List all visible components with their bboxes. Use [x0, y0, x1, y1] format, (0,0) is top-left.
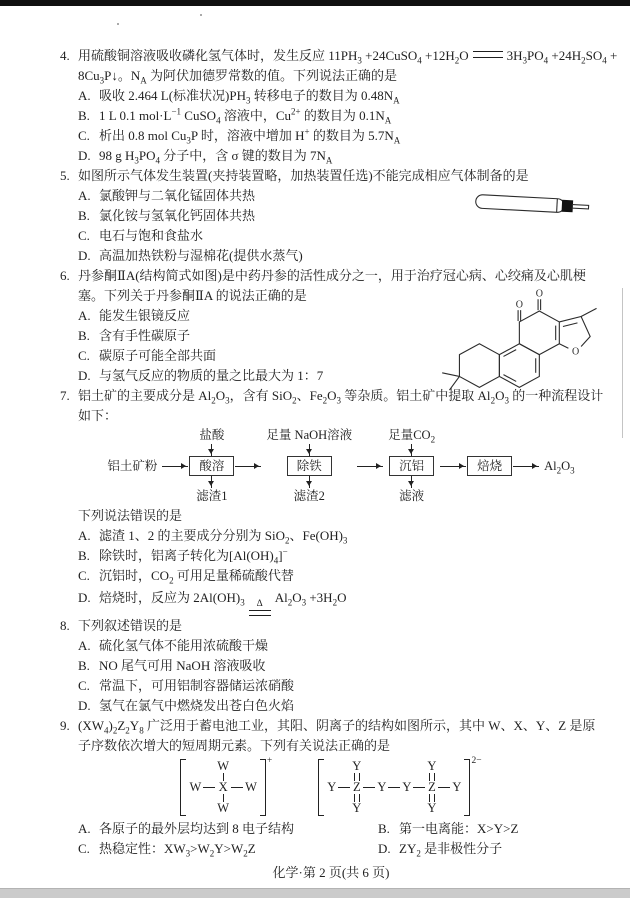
question-4	[60, 46, 618, 166]
flow-step-box: 焙烧	[467, 456, 512, 476]
atom: Y	[402, 779, 412, 794]
atom: Y	[377, 779, 387, 794]
right-arrow	[440, 466, 466, 467]
q7-number: 7.	[60, 388, 70, 403]
option-letter: D.	[78, 368, 91, 383]
flow-step-box: 除铁	[287, 456, 332, 476]
page-footer: 化学·第 2 页(共 6 页)	[272, 864, 390, 880]
q4-option-b	[60, 106, 602, 126]
option-letter: B.	[78, 108, 90, 123]
option-letter: C.	[78, 228, 90, 243]
delta-heated-equals-sign	[249, 600, 271, 616]
tanshinone-structure-figure	[434, 282, 602, 395]
option-text: $ZY_2$ 是非极性分子	[399, 840, 503, 859]
q7-flow-diagram	[80, 427, 602, 505]
q9-option-c	[78, 839, 378, 859]
atom: W	[189, 779, 202, 794]
option-letter: B.	[378, 820, 390, 836]
q8-number: 8.	[60, 617, 70, 633]
atom: W	[245, 779, 257, 794]
down-arrow	[411, 444, 412, 456]
q7-stem-line2: 如下：	[78, 408, 118, 423]
cation-structure	[180, 755, 273, 816]
q7-stem-text1: 铝土矿的主要成分是 $Al_2O_3$，含有 SiO$_2$、$Fe_2O_3$ 等杂质。铝土矿中提取 $Al_2O_3$ 的一种流程设计	[78, 388, 604, 406]
flow-product: $Al_2O_3$	[544, 458, 575, 475]
option-text: 氯酸钾与二氧化锰固体共热	[99, 188, 256, 203]
q5-stem-text: 如图所示气体发生装置(夹持装置略，加热装置任选)不能完成相应气体制备的是	[78, 168, 529, 183]
q7-option-b	[60, 546, 602, 566]
q7-stem-line1	[60, 386, 602, 406]
atom: Z	[352, 779, 361, 794]
option-letter: B.	[78, 328, 90, 343]
option-letter: C.	[78, 677, 90, 693]
q7-lead: 下列说法错误的是	[78, 508, 183, 523]
q6-number: 6.	[60, 268, 70, 283]
option-text: 能发生银镜反应	[99, 308, 191, 323]
option-text: 高温加热铁粉与湿棉花(提供水蒸气)	[99, 248, 303, 263]
q5-option-c	[60, 226, 602, 246]
cation-grid	[186, 759, 259, 816]
svg-text:O: O	[572, 346, 580, 358]
down-arrow	[309, 476, 310, 488]
single-bond	[363, 787, 375, 788]
option-text: 常温下，可用铝制容器储运浓硝酸	[99, 677, 295, 693]
option-letter: C.	[78, 568, 90, 583]
option-letter: A.	[78, 188, 91, 203]
single-bond	[203, 787, 215, 788]
option-letter: A.	[78, 88, 91, 103]
option-letter: A.	[78, 528, 91, 543]
flow-step-box: 酸溶	[189, 456, 234, 476]
single-bond	[438, 787, 450, 788]
flow-input-label: 足量 NaOH溶液	[266, 428, 353, 442]
q8-option-d	[60, 696, 602, 716]
option-letter: C.	[78, 348, 90, 363]
option-text: 各原子的最外层均达到 8 电子结构	[99, 820, 295, 836]
atom: Y	[352, 758, 362, 773]
atom: X	[218, 779, 228, 794]
right-bracket	[464, 759, 470, 816]
option-text: 硫化氢气体不能用浓硫酸干燥	[99, 637, 269, 653]
option-text: 氯化铵与氢氧化钙固体共热	[99, 208, 256, 223]
down-arrow	[309, 444, 310, 456]
option-letter: D.	[78, 248, 91, 263]
atom: Y	[352, 800, 362, 815]
q4-stem-pre: 用硫酸铜溶液吸收磷化氢气体时，发生反应 $11PH_3$ +24CuSO$_4$ $+12H_2O$	[78, 48, 469, 66]
svg-text:O: O	[535, 288, 543, 300]
question-8	[60, 616, 602, 716]
question-9	[60, 716, 602, 859]
atom: Y	[427, 758, 437, 773]
q5-number: 5.	[60, 168, 70, 183]
option-text: 滤渣 1、2 的主要成分分别为 SiO$_2$、$Fe(OH)_3$	[99, 528, 348, 546]
scan-bottom-strip	[0, 888, 630, 898]
down-arrow	[411, 476, 412, 488]
q8-stem-text: 下列叙述错误的是	[78, 617, 183, 633]
option-letter: A.	[78, 820, 91, 836]
right-bracket	[260, 759, 266, 816]
q4-option-c	[60, 126, 602, 146]
q9-options	[60, 819, 602, 859]
option-text: 析出 0.8 mol $Cu_3P$ 时，溶液中增加 H+ 的数目为 $5.7N_A$	[99, 126, 401, 146]
question-6	[60, 266, 602, 386]
test-tube-figure	[472, 182, 594, 229]
q4-stem-post: $3H_3PO_4 +24H_2SO_4$ +	[506, 48, 618, 66]
option-letter: D.	[78, 148, 91, 163]
flow-source: 铝土矿粉	[107, 458, 158, 473]
option-letter: B.	[78, 657, 90, 673]
single-bond	[338, 787, 350, 788]
option-letter: D.	[78, 590, 91, 605]
option-letter: A.	[78, 637, 91, 653]
q7-option-d	[60, 586, 602, 616]
single-bond	[388, 787, 400, 788]
q7-option-a	[60, 526, 602, 546]
option-letter: A.	[78, 308, 91, 323]
q4-option-d	[60, 146, 602, 166]
q8-option-b	[60, 656, 602, 676]
right-arrow	[235, 466, 261, 467]
atom: Y	[452, 779, 462, 794]
q9-stem-line2: 子序数依次增大的短周期元素。下列有关说法正确的是	[78, 737, 391, 753]
q6-stem-text1: 丹参酮ⅡA(结构简式如图)是中药丹参的活性成分之一，用于治疗冠心病、心绞痛及心肌梗	[78, 268, 586, 283]
q8-option-a	[60, 636, 602, 656]
option-text: $Al_2O_3 +3H_2O$	[274, 590, 347, 608]
flow-input-label: 盐酸	[199, 428, 225, 442]
option-text: 碳原子可能全部共面	[99, 348, 217, 363]
down-arrow	[211, 444, 212, 456]
q9-ion-structures	[60, 755, 602, 816]
atom: Y	[327, 779, 337, 794]
atom: Z	[428, 779, 436, 794]
q4-stem-line2: $8Cu_3P↓$。$N_A$ 为阿伏加德罗常数的值。下列说法正确的是	[78, 68, 398, 86]
option-text: 电石与饱和食盐水	[99, 228, 204, 243]
single-bond	[231, 787, 243, 788]
option-text: 氢气在氯气中燃烧发出苍白色火焰	[99, 697, 295, 713]
q8-option-c	[60, 676, 602, 696]
q9-option-b	[378, 819, 602, 839]
question-5	[60, 166, 602, 266]
option-text: 1 L 0.1 $mol\cdot L^{-1}$ CuSO$_4$ 溶液中，$Cu^{2+}$ 的数目为 $0.1N_A$	[99, 106, 392, 126]
option-text: 第一电离能：X>Y>Z	[399, 820, 519, 836]
ion-charge: +	[266, 755, 273, 766]
option-text: NO 尾气可用 NaOH 溶液吸收	[99, 657, 266, 673]
option-letter: B.	[78, 548, 90, 563]
question-7	[60, 386, 602, 616]
flow-output-label: 滤渣2	[293, 489, 325, 503]
q4-number: 4.	[60, 48, 70, 63]
svg-text:O: O	[515, 299, 523, 311]
q9-stem-text1: $(XW_4)_2Z_2Y_8$ 广泛用于蓄电池工业，其阳、阴离子的结构如图所示，其中 W、X、Y、Z 是原	[78, 717, 596, 736]
q9-option-d	[378, 839, 602, 859]
option-letter: D.	[378, 840, 391, 856]
option-text: 吸收 2.464 L(标准状况)$PH_3$ 转移电子的数目为 $0.48N_A$	[99, 88, 400, 106]
option-text: 98 g $H_3PO_4$ 分子中，含 σ 键的数目为 $7N_A$	[99, 148, 333, 166]
option-letter: C.	[78, 840, 90, 856]
flow-output-label: 滤渣1	[196, 489, 228, 503]
option-letter: C.	[78, 128, 90, 143]
q6-stem-line2: 塞。下列关于丹参酮ⅡA 的说法正确的是	[78, 288, 307, 303]
option-letter: B.	[78, 208, 90, 223]
flow-input-label: 足量$CO_2$	[388, 428, 436, 445]
atom: W	[217, 800, 230, 815]
q4-stem-line1	[60, 46, 618, 66]
right-arrow	[357, 466, 383, 467]
flow-step-box: 沉铝	[389, 456, 434, 476]
right-arrow	[162, 466, 188, 467]
ion-charge: 2−	[471, 755, 482, 766]
delta-symbol: Δ	[256, 599, 263, 609]
anion-grid	[324, 759, 464, 816]
flow-output-label: 滤液	[399, 489, 425, 503]
option-letter: D.	[78, 697, 91, 713]
option-text: 沉铝时，$CO_2$ 可用足量稀硫酸代替	[99, 568, 294, 586]
q9-stem-line1	[60, 716, 602, 736]
atom: Y	[427, 800, 437, 815]
option-text: 焙烧时，反应为 $2Al(OH)_3$	[99, 590, 245, 608]
q9-option-a	[78, 819, 378, 839]
option-text: 热稳定性：$XW_3>W_2Y>W_2Z$	[99, 840, 256, 859]
anion-structure	[318, 755, 482, 816]
option-text: 含有手性碳原子	[99, 328, 191, 343]
option-text: 与氢气反应的物质的量之比最大为 1：7	[99, 368, 324, 383]
q4-option-a	[60, 86, 602, 106]
single-bond	[413, 787, 425, 788]
q8-stem	[60, 616, 602, 636]
down-arrow	[211, 476, 212, 488]
option-text: 除铁时，铝离子转化为$[Al(OH)_4]^-$	[99, 546, 288, 566]
q7-option-c	[60, 566, 602, 586]
atom: W	[217, 758, 230, 773]
q9-number: 9.	[60, 717, 70, 733]
reaction-equals-sign	[473, 51, 503, 58]
q5-option-d	[60, 246, 602, 266]
right-arrow	[513, 466, 539, 467]
